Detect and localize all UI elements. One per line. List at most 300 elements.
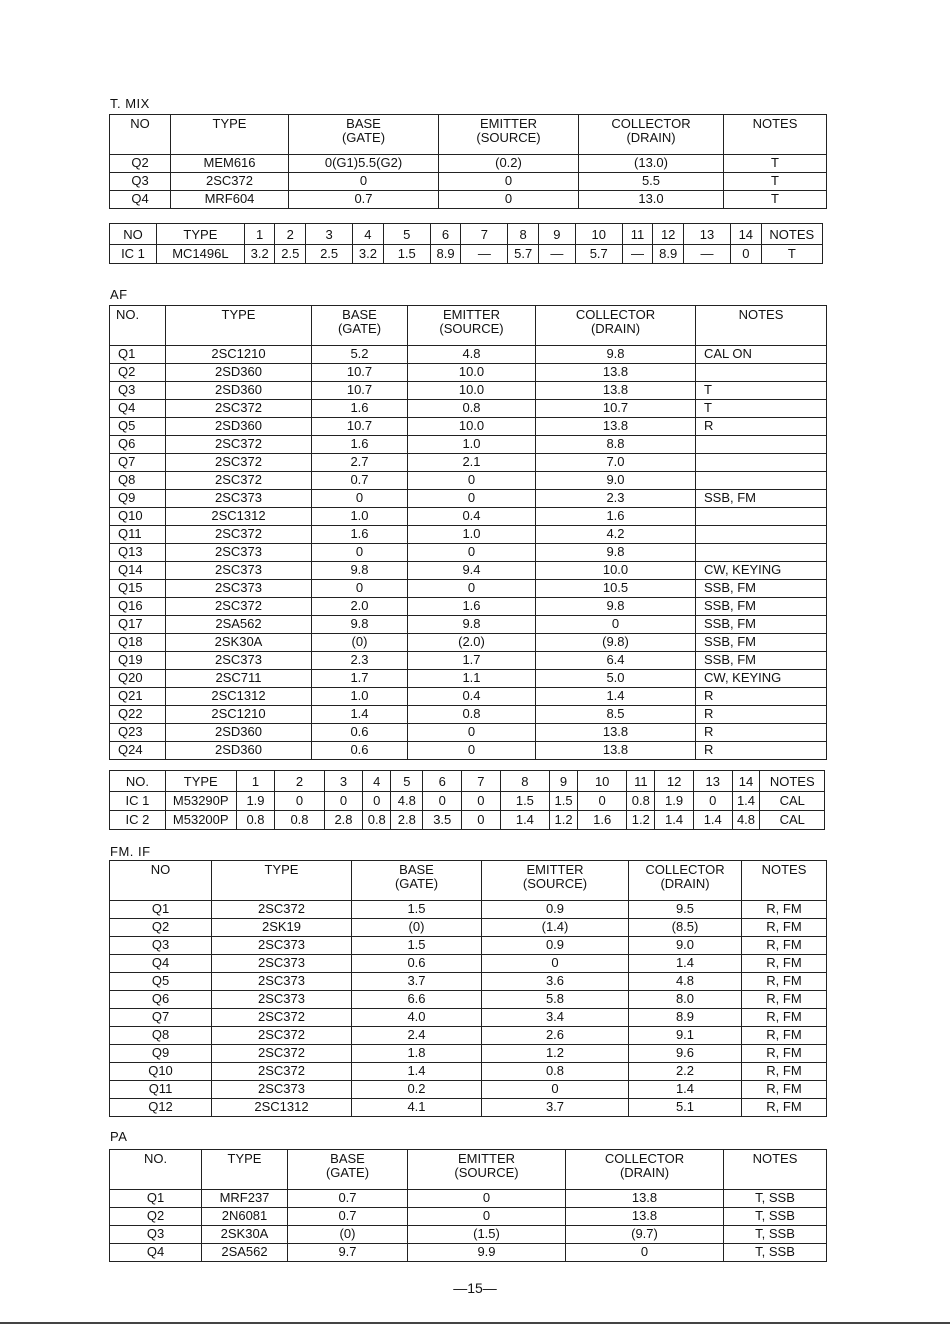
cell-collector: 5.1 (629, 1099, 742, 1117)
cell-base: 1.5 (352, 937, 482, 955)
tmix-table (109, 114, 827, 209)
cell-pin-value: 1.5 (383, 245, 430, 264)
table-row (110, 1027, 827, 1045)
cell-no: Q16 (110, 598, 166, 616)
col-type: TYPE (165, 771, 236, 792)
cell-emitter: (1.4) (482, 919, 629, 937)
cell-no: Q4 (110, 191, 171, 209)
cell-collector: 2.3 (536, 490, 696, 508)
cell-no: Q21 (110, 688, 166, 706)
cell-base: 2.0 (312, 598, 408, 616)
cell-emitter: 0 (408, 580, 536, 598)
col-pin: 7 (461, 224, 508, 245)
cell-collector: 8.5 (536, 706, 696, 724)
cell-no: Q3 (110, 937, 212, 955)
cell-pin-value: 0.8 (275, 811, 324, 830)
cell-type: 2SC373 (212, 955, 352, 973)
col-pin: 5 (383, 224, 430, 245)
cell-notes: R, FM (742, 973, 827, 991)
cell-no: Q2 (110, 364, 166, 382)
cell-type: 2SC372 (166, 436, 312, 454)
cell-pin-value: — (538, 245, 575, 264)
table-row (110, 490, 827, 508)
cell-pin-value: 0.8 (363, 811, 391, 830)
cell-type: 2SC372 (212, 1027, 352, 1045)
cell-no: Q22 (110, 706, 166, 724)
table-row (110, 955, 827, 973)
cell-base: 1.4 (312, 706, 408, 724)
col-no: NO. (110, 771, 166, 792)
cell-pin-value: 0 (324, 792, 363, 811)
cell-no: Q13 (110, 544, 166, 562)
cell-pin-value: 1.5 (550, 792, 578, 811)
cell-pin-value: 0 (577, 792, 626, 811)
cell-emitter: 2.1 (408, 454, 536, 472)
cell-base: 0.6 (352, 955, 482, 973)
cell-collector: 10.0 (536, 562, 696, 580)
col-notes: NOTES (760, 771, 825, 792)
cell-type: 2SC1210 (166, 706, 312, 724)
cell-type: 2SC373 (212, 973, 352, 991)
col-pin: 9 (550, 771, 578, 792)
cell-collector: (13.0) (579, 155, 724, 173)
col-pin: 12 (653, 224, 684, 245)
table-row (110, 811, 825, 830)
cell-emitter: 3.7 (482, 1099, 629, 1117)
cell-notes: R, FM (742, 1045, 827, 1063)
cell-notes: R (696, 724, 827, 742)
cell-type: 2SK30A (166, 634, 312, 652)
cell-emitter: 0 (408, 724, 536, 742)
cell-collector: 2.2 (629, 1063, 742, 1081)
cell-emitter: 1.1 (408, 670, 536, 688)
cell-base: 9.8 (312, 616, 408, 634)
col-notes: NOTES (761, 224, 822, 245)
table-row (110, 454, 827, 472)
cell-pin-value: 0 (462, 811, 501, 830)
cell-type: 2SC372 (212, 1045, 352, 1063)
cell-collector: 13.8 (536, 382, 696, 400)
cell-collector: 10.5 (536, 580, 696, 598)
cell-collector: 1.4 (629, 955, 742, 973)
ic-header-row (110, 224, 823, 245)
cell-no: Q3 (110, 382, 166, 400)
col-pin: 2 (275, 771, 324, 792)
cell-no: Q8 (110, 1027, 212, 1045)
cell-base: 0 (289, 173, 439, 191)
col-pin: 6 (423, 771, 462, 792)
table-row (110, 544, 827, 562)
col-pin: 13 (693, 771, 732, 792)
cell-notes: R, FM (742, 937, 827, 955)
cell-collector: 9.8 (536, 544, 696, 562)
cell-notes: R (696, 706, 827, 724)
cell-collector: 9.8 (536, 346, 696, 364)
cell-no: Q11 (110, 1081, 212, 1099)
cell-pin-value: 0 (275, 792, 324, 811)
cell-emitter: 0.4 (408, 688, 536, 706)
table-row (110, 1099, 827, 1117)
cell-emitter: 0 (408, 1190, 566, 1208)
cell-notes: R, FM (742, 991, 827, 1009)
cell-type: 2SC1312 (212, 1099, 352, 1117)
cell-notes: CW, KEYING (696, 670, 827, 688)
cell-base: 0.7 (288, 1208, 408, 1226)
cell-collector: 13.8 (566, 1190, 724, 1208)
table-row (110, 245, 823, 264)
af-table (109, 305, 827, 760)
col-pin: 12 (655, 771, 694, 792)
table-row (110, 418, 827, 436)
pa-title: PA (110, 1129, 128, 1144)
table-row (110, 346, 827, 364)
cell-notes: SSB, FM (696, 580, 827, 598)
cell-collector: 5.5 (579, 173, 724, 191)
cell-type: MEM616 (171, 155, 289, 173)
table-row (110, 706, 827, 724)
col-type: TYPE (156, 224, 244, 245)
cell-emitter: 1.0 (408, 526, 536, 544)
cell-base: 0 (312, 580, 408, 598)
cell-type: MRF237 (202, 1190, 288, 1208)
cell-base: 1.8 (352, 1045, 482, 1063)
cell-no: Q4 (110, 400, 166, 418)
cell-notes (696, 544, 827, 562)
cell-base: 0.7 (289, 191, 439, 209)
table-row (110, 1081, 827, 1099)
cell-collector: 13.8 (536, 364, 696, 382)
cell-emitter: 0 (408, 742, 536, 760)
col-pin: 8 (508, 224, 539, 245)
cell-collector: (9.8) (536, 634, 696, 652)
table-row (110, 1244, 827, 1262)
cell-no: Q2 (110, 1208, 202, 1226)
cell-collector: 10.7 (536, 400, 696, 418)
cell-no: Q5 (110, 418, 166, 436)
cell-emitter: 9.4 (408, 562, 536, 580)
cell-type: 2SC372 (212, 1063, 352, 1081)
cell-notes (696, 436, 827, 454)
cell-collector: 4.2 (536, 526, 696, 544)
col-pin: 8 (500, 771, 549, 792)
col-pin: 5 (391, 771, 423, 792)
table-row (110, 901, 827, 919)
col-pin: 6 (430, 224, 461, 245)
cell-base: 0.6 (312, 742, 408, 760)
col-type: TYPE (202, 1150, 288, 1190)
cell-notes: R (696, 742, 827, 760)
table-row (110, 652, 827, 670)
cell-type: 2SK19 (212, 919, 352, 937)
cell-emitter: 10.0 (408, 382, 536, 400)
cell-notes: R, FM (742, 1009, 827, 1027)
cell-pin-value: 1.4 (500, 811, 549, 830)
table-row (110, 1063, 827, 1081)
cell-notes: R, FM (742, 919, 827, 937)
cell-notes (696, 526, 827, 544)
cell-emitter: 0 (439, 191, 579, 209)
cell-emitter: 0.9 (482, 901, 629, 919)
cell-collector: 0 (566, 1244, 724, 1262)
cell-notes: T (761, 245, 822, 264)
col-no: NO. (110, 1150, 202, 1190)
col-emitter: EMITTER (SOURCE) (408, 306, 536, 346)
col-pin: 14 (731, 224, 762, 245)
cell-no: Q8 (110, 472, 166, 490)
cell-notes: SSB, FM (696, 598, 827, 616)
cell-notes: SSB, FM (696, 634, 827, 652)
cell-type: 2SC373 (212, 937, 352, 955)
cell-no: Q3 (110, 1226, 202, 1244)
cell-no: Q6 (110, 991, 212, 1009)
cell-no: Q23 (110, 724, 166, 742)
cell-emitter: 9.8 (408, 616, 536, 634)
cell-pin-value: 1.4 (655, 811, 694, 830)
col-type: TYPE (166, 306, 312, 346)
cell-no: IC 2 (110, 811, 166, 830)
col-emitter: EMITTER (SOURCE) (408, 1150, 566, 1190)
cell-no: Q24 (110, 742, 166, 760)
cell-no: Q18 (110, 634, 166, 652)
cell-emitter: 0 (482, 1081, 629, 1099)
cell-emitter: 3.6 (482, 973, 629, 991)
cell-base: 10.7 (312, 364, 408, 382)
cell-type: 2SC372 (212, 1009, 352, 1027)
table-row (110, 1045, 827, 1063)
table-row (110, 991, 827, 1009)
cell-no: IC 1 (110, 792, 166, 811)
cell-pin-value: 1.5 (500, 792, 549, 811)
cell-pin-value: 4.8 (732, 811, 760, 830)
cell-no: Q1 (110, 346, 166, 364)
cell-base: 10.7 (312, 382, 408, 400)
table-row (110, 1190, 827, 1208)
col-pin: 1 (244, 224, 275, 245)
cell-no: Q19 (110, 652, 166, 670)
cell-collector: 9.5 (629, 901, 742, 919)
cell-type: 2SC372 (166, 454, 312, 472)
cell-pin-value: 3.2 (244, 245, 275, 264)
tmix-ic-table (109, 223, 823, 264)
col-pin: 4 (353, 224, 384, 245)
table-row (110, 436, 827, 454)
pa-table (109, 1149, 827, 1262)
tmix-title: T. MIX (110, 96, 150, 111)
cell-notes: T, SSB (724, 1208, 827, 1226)
col-type: TYPE (171, 115, 289, 155)
cell-emitter: 0.9 (482, 937, 629, 955)
cell-type: 2SC373 (212, 991, 352, 1009)
cell-no: Q1 (110, 901, 212, 919)
table-row (110, 472, 827, 490)
cell-collector: 1.4 (536, 688, 696, 706)
cell-pin-value: 5.7 (508, 245, 539, 264)
col-base: BASE (GATE) (288, 1150, 408, 1190)
cell-no: Q7 (110, 1009, 212, 1027)
af-title: AF (110, 287, 128, 302)
cell-type: 2SC372 (166, 526, 312, 544)
cell-emitter: 0.8 (408, 400, 536, 418)
cell-emitter: (1.5) (408, 1226, 566, 1244)
page-number: —15— (453, 1280, 497, 1296)
cell-collector: 8.9 (629, 1009, 742, 1027)
cell-type: MRF604 (171, 191, 289, 209)
cell-collector: 13.8 (536, 724, 696, 742)
table-row (110, 508, 827, 526)
table-row (110, 382, 827, 400)
cell-base: 1.6 (312, 526, 408, 544)
col-collector: COLLECTOR (DRAIN) (566, 1150, 724, 1190)
cell-notes: CAL (760, 811, 825, 830)
col-no: NO. (110, 306, 166, 346)
col-notes: NOTES (724, 115, 827, 155)
cell-pin-value: 5.7 (575, 245, 622, 264)
cell-no: IC 1 (110, 245, 157, 264)
cell-type: 2SD360 (166, 364, 312, 382)
cell-emitter: 0 (408, 490, 536, 508)
col-pin: 3 (324, 771, 363, 792)
cell-emitter: 1.2 (482, 1045, 629, 1063)
col-base: BASE (GATE) (289, 115, 439, 155)
cell-no: Q9 (110, 1045, 212, 1063)
cell-no: Q15 (110, 580, 166, 598)
cell-collector: 8.8 (536, 436, 696, 454)
cell-type: 2SK30A (202, 1226, 288, 1244)
cell-pin-value: 1.4 (732, 792, 760, 811)
cell-no: Q12 (110, 1099, 212, 1117)
cell-notes: T (696, 382, 827, 400)
cell-type: 2SD360 (166, 742, 312, 760)
cell-collector: 9.1 (629, 1027, 742, 1045)
cell-base: 4.0 (352, 1009, 482, 1027)
cell-type: 2SC373 (166, 652, 312, 670)
cell-pin-value: 1.2 (627, 811, 655, 830)
table-row (110, 580, 827, 598)
cell-collector: 8.0 (629, 991, 742, 1009)
cell-no: Q11 (110, 526, 166, 544)
table-row (110, 919, 827, 937)
table-row (110, 562, 827, 580)
cell-type: 2SC372 (166, 400, 312, 418)
col-base: BASE (GATE) (312, 306, 408, 346)
cell-type: 2N6081 (202, 1208, 288, 1226)
cell-no: Q1 (110, 1190, 202, 1208)
cell-type: 2SC372 (166, 598, 312, 616)
col-emitter: EMITTER (SOURCE) (482, 861, 629, 901)
cell-pin-value: 1.9 (236, 792, 275, 811)
table-row (110, 173, 827, 191)
col-notes: NOTES (724, 1150, 827, 1190)
cell-no: Q2 (110, 919, 212, 937)
cell-notes: R, FM (742, 1027, 827, 1045)
cell-type: 2SC372 (212, 901, 352, 919)
cell-emitter: 0 (439, 173, 579, 191)
cell-no: Q4 (110, 955, 212, 973)
cell-no: Q10 (110, 508, 166, 526)
cell-emitter: (0.2) (439, 155, 579, 173)
cell-pin-value: 0 (423, 792, 462, 811)
cell-emitter: 10.0 (408, 418, 536, 436)
cell-no: Q5 (110, 973, 212, 991)
cell-collector: 6.4 (536, 652, 696, 670)
cell-no: Q4 (110, 1244, 202, 1262)
cell-base: 9.7 (288, 1244, 408, 1262)
cell-emitter: 0.8 (408, 706, 536, 724)
cell-collector: (8.5) (629, 919, 742, 937)
col-pin: 10 (577, 771, 626, 792)
cell-notes: R, FM (742, 1063, 827, 1081)
cell-type: 2SD360 (166, 382, 312, 400)
cell-pin-value: 1.2 (550, 811, 578, 830)
cell-pin-value: 0 (363, 792, 391, 811)
cell-notes: SSB, FM (696, 616, 827, 634)
col-pin: 7 (462, 771, 501, 792)
cell-base: 1.6 (312, 436, 408, 454)
cell-collector: 1.4 (629, 1081, 742, 1099)
cell-base: 1.0 (312, 688, 408, 706)
cell-base: 1.0 (312, 508, 408, 526)
cell-notes (696, 454, 827, 472)
col-pin: 2 (275, 224, 306, 245)
col-pin: 9 (538, 224, 575, 245)
table-row (110, 526, 827, 544)
cell-type: 2SA562 (166, 616, 312, 634)
cell-base: 4.1 (352, 1099, 482, 1117)
cell-type: MC1496L (156, 245, 244, 264)
cell-emitter: 1.6 (408, 598, 536, 616)
cell-pin-value: 0 (693, 792, 732, 811)
cell-notes: T, SSB (724, 1244, 827, 1262)
cell-base: 0.6 (312, 724, 408, 742)
cell-collector: 4.8 (629, 973, 742, 991)
col-pin: 4 (363, 771, 391, 792)
cell-pin-value: 0.8 (627, 792, 655, 811)
cell-pin-value: 0 (731, 245, 762, 264)
cell-base: 2.3 (312, 652, 408, 670)
cell-no: Q17 (110, 616, 166, 634)
cell-collector: 9.8 (536, 598, 696, 616)
cell-notes: T, SSB (724, 1190, 827, 1208)
table-row (110, 1226, 827, 1244)
cell-collector: 9.0 (536, 472, 696, 490)
cell-no: Q10 (110, 1063, 212, 1081)
fmif-title: FM. IF (110, 844, 151, 859)
cell-base: 0.7 (288, 1190, 408, 1208)
table-row (110, 634, 827, 652)
cell-no: Q7 (110, 454, 166, 472)
cell-emitter: 0.8 (482, 1063, 629, 1081)
cell-type: 2SC373 (166, 562, 312, 580)
cell-base: 1.6 (312, 400, 408, 418)
cell-pin-value: 1.9 (655, 792, 694, 811)
cell-type: 2SC1312 (166, 508, 312, 526)
table-row (110, 598, 827, 616)
cell-pin-value: 1.6 (577, 811, 626, 830)
cell-notes: T (696, 400, 827, 418)
cell-no: Q6 (110, 436, 166, 454)
cell-type: 2SD360 (166, 418, 312, 436)
table-row (110, 937, 827, 955)
cell-base: 3.7 (352, 973, 482, 991)
cell-base: 0.7 (312, 472, 408, 490)
table-row (110, 742, 827, 760)
col-pin: 11 (627, 771, 655, 792)
cell-emitter: 1.7 (408, 652, 536, 670)
cell-type: 2SC372 (166, 472, 312, 490)
cell-pin-value: 8.9 (430, 245, 461, 264)
cell-pin-value: 1.4 (693, 811, 732, 830)
cell-emitter: 0 (408, 544, 536, 562)
